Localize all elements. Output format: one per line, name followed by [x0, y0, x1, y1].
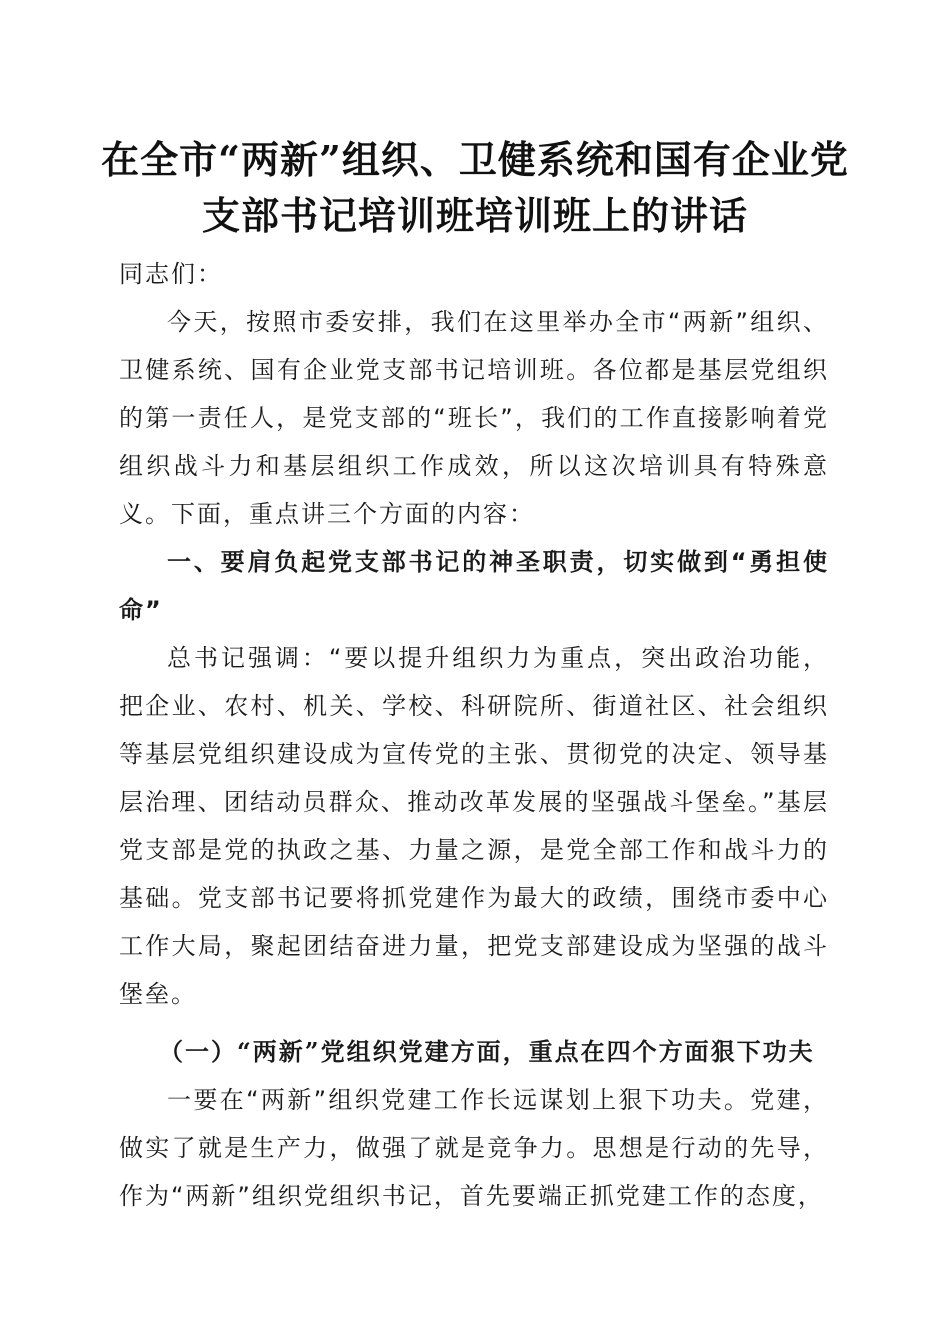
paragraph-subsection: 一要在“两新”组织党建工作长远谋划上狠下功夫。党建，做实了就是生产力，做强了就是竞争力。思想是行动的先导，作为“两新”组织党组织书记，首先要端正抓党建工作的态度，: [119, 1086, 829, 1210]
paragraph-quote: 总书记强调：“要以提升组织力为重点，突出政治功能，把企业、农村、机关、学校、科研院所、街道社区、社会组织等基层党组织建设成为宣传党的主张、贯彻党的决定、领导基层治理、团结动员群众、推动改革发展的坚强战斗堡垒。”基层党支部是党的执政之基、力量之源，是党全部工作和战斗力的基础。党支部书记要将抓党建作为最大的政绩，围绕市委中心工作大局，聚起团结奋进力量，把党支部建设成为坚强的战斗堡垒。: [119, 644, 829, 1008]
section-heading-1: 一、要肩负起党支部书记的神圣职责，切实做到“勇担使命”: [119, 548, 829, 624]
paragraph-intro: 今天，按照市委安排，我们在这里举办全市“两新”组织、卫健系统、国有企业党支部书记培训班。各位都是基层党组织的第一责任人，是党支部的“班长”，我们的工作直接影响着党组织战斗力和基层组织工作成效，所以这次培训具有特殊意义。下面，重点讲三个方面的内容：: [119, 308, 829, 528]
title-line-1: 在全市“两新”组织、卫健系统和国有企业党: [101, 137, 849, 182]
salutation: 同志们：: [119, 260, 223, 288]
document-title: [100, 132, 850, 244]
subsection-heading-1: （一）“两新”党组织党建方面，重点在四个方面狠下功夫: [159, 1037, 815, 1066]
title-line-2: 支部书记培训班培训班上的讲话: [201, 193, 748, 238]
document-body: [119, 250, 829, 1220]
